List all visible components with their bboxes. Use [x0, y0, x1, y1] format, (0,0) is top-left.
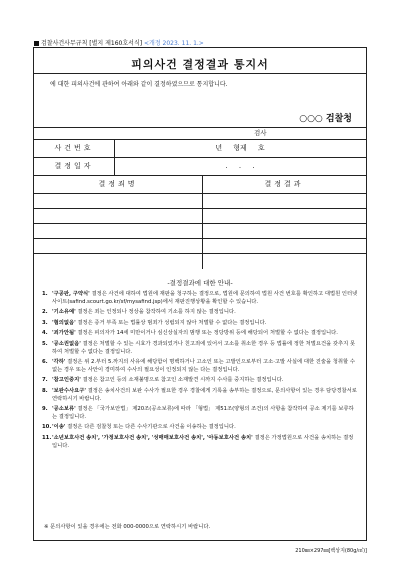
guide-item-description: 결정은 송치사건의 보완 수사가 필요한 경우 경찰에게 기록을 송부하는 결정으로, 문의사항이 있는 경우 담당경찰서로 연락하시기 바랍니다.	[52, 387, 357, 402]
guide-title: -결정결과에 대한 안내-	[167, 279, 233, 287]
inspector-label: 검사	[254, 129, 267, 137]
guide-item-number: 7.	[42, 377, 48, 384]
guide-item	[42, 359, 358, 374]
decision-date-row	[34, 158, 366, 176]
guide-item-term: '공소보류'	[52, 406, 76, 413]
guide-item-description: 결정은 사건에 대하여 법원에 재판을 청구하는 결정으로, 법원에 문의하여 법원 사건 번호를 확인하고 대법원 인터넷 사이트(safind.scourt.go.kr/sf/mysafind.jsp)에서 재판진행상황을 확인할 수 있습니다.	[52, 291, 358, 305]
guide-item	[42, 388, 358, 403]
guide-item-number: 2.	[42, 309, 48, 316]
case-number-label: 사건번호	[54, 144, 94, 152]
guide-item-number: 5.	[42, 340, 48, 347]
guide-item-description: 결정은 참고인 등의 소재불명으로 참고인 소재발견 시까지 수사를 중지하는 결정입니다.	[80, 377, 284, 384]
guide-item-term: '혐의없음'	[52, 319, 76, 326]
guide-item-text	[52, 435, 358, 450]
document-title: 피의사건 결정결과 통지서	[131, 58, 269, 71]
guide-item-text	[52, 388, 358, 403]
guide-item	[42, 291, 358, 306]
guide-item	[42, 377, 358, 385]
case-number-value: 년 형제 호	[215, 144, 265, 152]
guide-item-number: 9.	[42, 406, 48, 413]
guide-item-description: 결정은 처벌할 수 있는 시효가 경과되었거나 친고죄에 있어서 고소를 취소한 경우 등 법률에 정한 처벌요건을 갖추지 못하여 처벌할 수 없다는 결정입니다.	[52, 340, 356, 355]
guide-item-text	[52, 341, 358, 356]
guide-item	[42, 320, 358, 328]
prosecutor-office: ○○○ 검찰청	[299, 114, 352, 124]
guide-item	[42, 309, 358, 317]
guide-item-description: 결정은 증거 부족 또는 법률상 범죄가 성립되지 않아 처벌할 수 없다는 결정입니다.	[75, 319, 267, 326]
guide-item-term: '보완수사요구'	[52, 387, 86, 394]
guide-list	[42, 291, 358, 453]
guide-item-term: '구공판, 구약식'	[52, 291, 90, 297]
guide-item-description: 결정은 위 2.부터 5.까지의 사유에 해당함이 명백하거나 고소인 또는 고발인으로부터 고소·고발 사실에 대한 진술을 청취할 수 없는 경우 또는 사안이 경미하여 수사의 필요성이 인정되지 않는 다는 결정입니다.	[52, 359, 355, 373]
guide-item-number: 3.	[42, 319, 48, 326]
guide-item-term: '기소유예'	[52, 309, 76, 316]
guide-item-description: 결정은 다른 검찰청 또는 다른 수사기관으로 사건을 이송하는 결정입니다.	[65, 424, 236, 431]
guide-item	[42, 330, 358, 338]
guide-item	[42, 424, 358, 432]
guide-item-description: 결정은 가정법원으로 사건을 송치하는 결정입니다.	[52, 434, 354, 449]
guide-item-term: '참고인중지'	[52, 377, 81, 384]
result-column-header: 결정결과	[264, 180, 304, 188]
guide-item-text	[52, 377, 358, 385]
guide-item-number: 8.	[42, 387, 48, 394]
guide-item-text	[52, 291, 358, 306]
guide-item	[42, 435, 358, 450]
guide-item-text	[52, 406, 358, 421]
signature-divider	[34, 127, 366, 128]
result-table-divider	[202, 175, 203, 269]
paper-spec: 210㎜×297㎜[백상지(80g/㎡)]	[295, 548, 367, 554]
guide-item-description: 결정은 죄는 인정되나 정상을 참작하여 기소를 하지 않는 결정입니다.	[75, 309, 236, 316]
guide-item-term: '공소권없음'	[52, 340, 81, 347]
intro-text: 에 대한 피의사건에 관하여 아래와 같이 결정하였으므로 통지합니다.	[50, 81, 228, 88]
form-label: 검찰사건사무규칙 [별지 제160호서식]	[41, 40, 143, 47]
guide-item-text	[52, 309, 358, 317]
result-row	[34, 223, 366, 224]
guide-item-number: 11.	[42, 434, 52, 441]
guide-item-number: 10.	[42, 424, 52, 431]
result-row	[34, 238, 366, 239]
guide-item-term: '죄가안됨'	[52, 330, 76, 337]
guide-item-text	[52, 330, 358, 338]
guide-item-number: 1.	[42, 291, 48, 297]
form-frame	[33, 47, 367, 541]
result-row	[34, 253, 366, 254]
charge-column-header: 결정죄명	[98, 180, 138, 188]
guide-item	[42, 341, 358, 356]
decision-date-label: 결정일자	[54, 162, 94, 170]
result-row	[34, 208, 366, 209]
contact-note: ※ 문의사항이 있을 경우에는 전화 000-0000으로 연락하시기 바랍니다.	[44, 524, 211, 530]
guide-item-term: '이송'	[52, 424, 66, 431]
title-divider	[34, 73, 366, 74]
guide-item-number: 4.	[42, 330, 48, 337]
guide-item-text	[52, 320, 358, 328]
guide-item-text	[52, 359, 358, 374]
guide-item-description: 결정은 「국가보안법」 제20조(공소보류)에 따라 「형법」 제51조(양형의 조건)의 사항을 참작하여 공소 제기를 보류하는 결정입니다.	[52, 406, 354, 420]
guide-item-term: '소년보호사건 송치', '가정보호사건 송치', '성매매보호사건 송치', '아동보호사건 송치'	[52, 434, 253, 441]
decision-date-value: . . .	[225, 162, 255, 170]
revision-label: <개정 2023. 11. 1.>	[144, 40, 204, 47]
case-number-row	[34, 140, 366, 158]
form-header	[34, 38, 204, 47]
guide-item-number: 6.	[42, 359, 48, 366]
guide-item-text	[52, 424, 358, 432]
guide-item-description: 결정은 피의자가 14세 미만이거나 심신상실자의 범행 또는 정당방위 등에 해당되어 처벌할 수 없다는 결정입니다.	[75, 330, 338, 337]
result-table-header	[34, 176, 366, 194]
guide-item-term: '각하'	[52, 359, 66, 366]
square-bullet-icon	[34, 41, 39, 46]
guide-item	[42, 406, 358, 421]
